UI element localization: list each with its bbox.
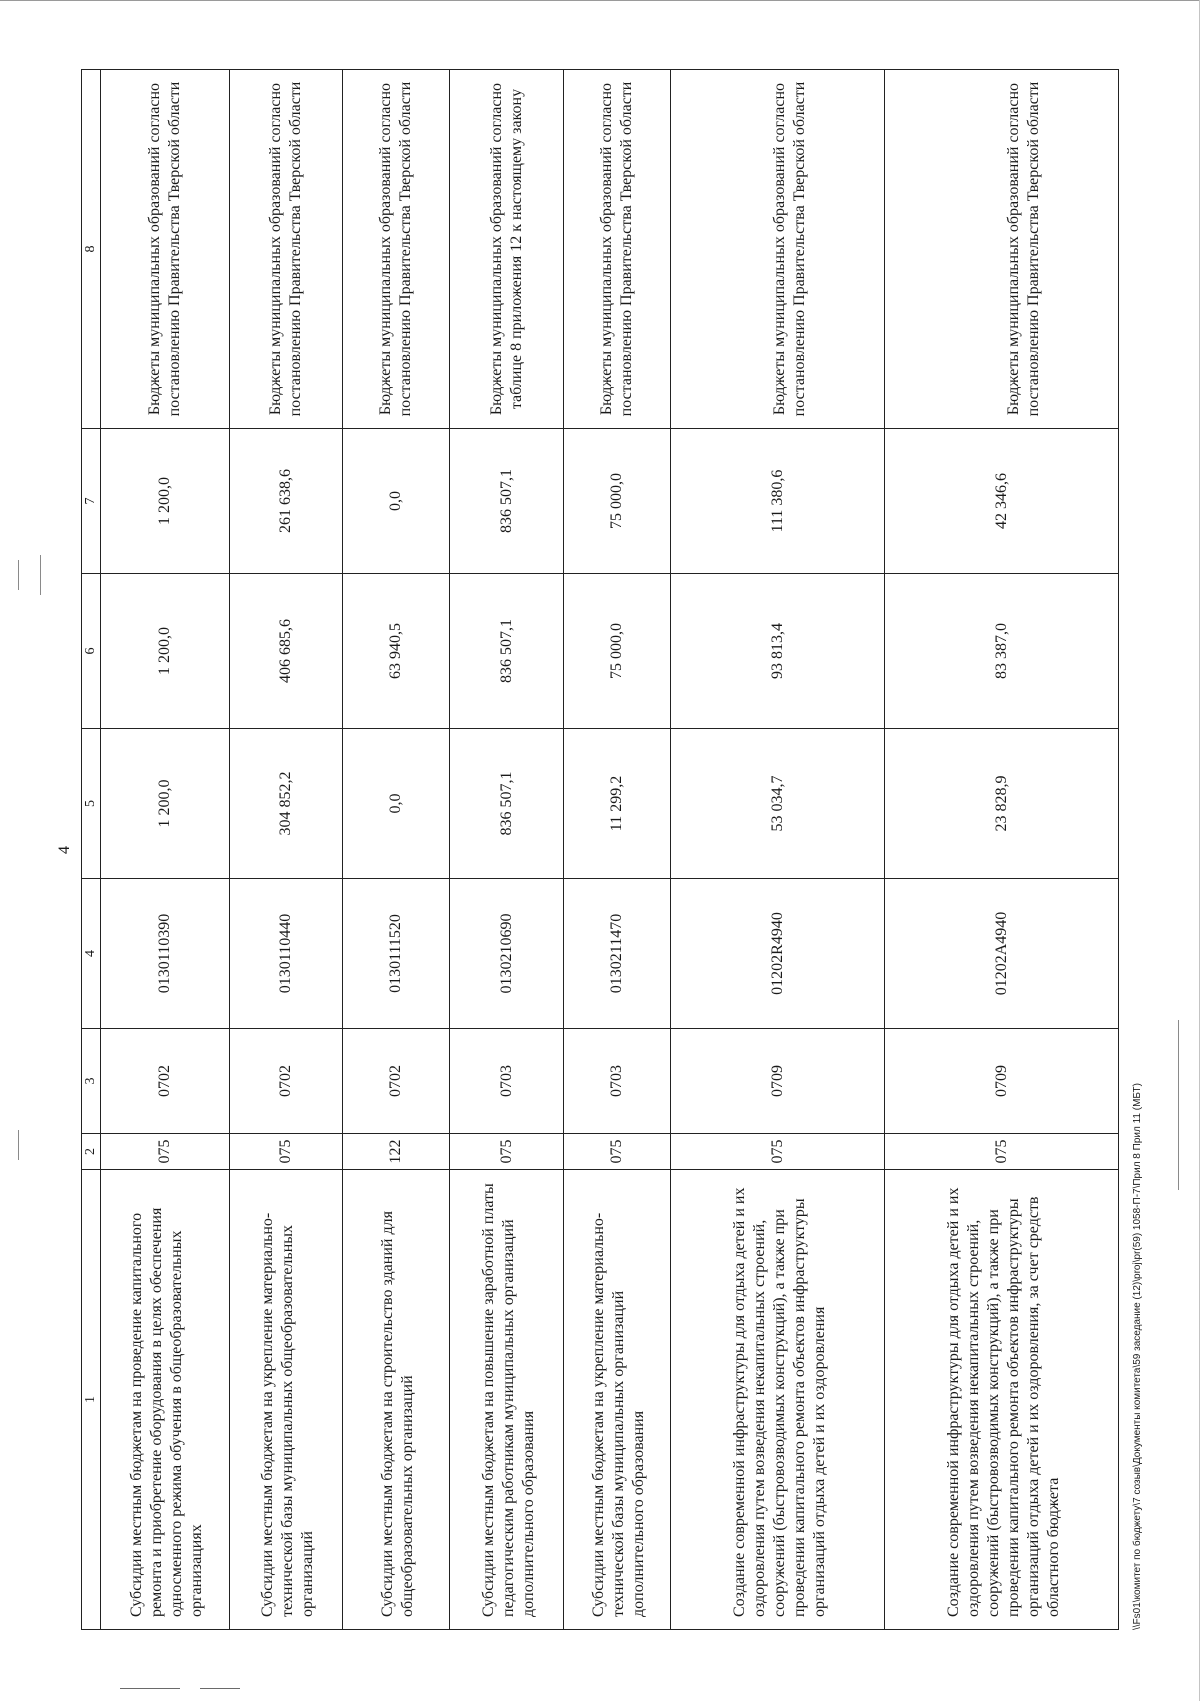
admin-code: 075 [671,1134,885,1170]
target-code: 0130110390 [101,879,230,1029]
admin-code: 075 [229,1134,343,1170]
subsidy-name: Создание современной инфраструктуры для отдыха детей и их оздоровления путем возведения некапитальных строений, сооружений (быстровозводимых конструкций), а также при проведении капитального ремонта объектов инфраструктуры организаций отдыха детей и их оздоровления, за счет средств областного бюджета [885,1170,1119,1630]
table-row [229,70,343,1630]
subsidy-name: Субсидии местным бюджетам на проведение капитального ремонта и приобретение оборудования в целях обеспечения односменного режима обучения в общеобразовательных организациях [101,1170,230,1630]
funding-source: Бюджеты муниципальных образований согласно постановлению Правительства Тверской области [885,70,1119,429]
amount-col5: 11 299,2 [563,729,670,879]
page-number: 4 [56,846,73,854]
admin-code: 075 [101,1134,230,1170]
admin-code: 075 [885,1134,1119,1170]
table-row [671,70,885,1630]
section-code: 0709 [671,1029,885,1134]
column-header: 6 [82,574,101,729]
funding-source: Бюджеты муниципальных образований согласно постановлению Правительства Тверской области [343,70,450,429]
amount-col6: 93 813,4 [671,574,885,729]
table-row [885,70,1119,1630]
subsidy-name: Субсидии местным бюджетам на укрепление материально-технической базы муниципальных организаций дополнительного образования [563,1170,670,1630]
section-code: 0702 [101,1029,230,1134]
amount-col7: 0,0 [343,429,450,574]
amount-col7: 1 200,0 [101,429,230,574]
subsidy-name: Субсидии местным бюджетам на строительство зданий для общеобразовательных организаций [343,1170,450,1630]
column-header: 3 [82,1029,101,1134]
table-row [563,70,670,1630]
amount-col6: 836 507,1 [450,574,564,729]
section-code: 0703 [563,1029,670,1134]
amount-col7: 261 638,6 [229,429,343,574]
amount-col6: 406 685,6 [229,574,343,729]
amount-col5: 0,0 [343,729,450,879]
column-header: 8 [82,70,101,429]
admin-code: 075 [450,1134,564,1170]
target-code: 0130111520 [343,879,450,1029]
file-path-footer: \\Fs01\комитет по бюджету\7 созыв\Документы комитета\59 заседание (12)\proj\pr(59) 1058-П-7\Прил 8 Прил 11 (МБТ) [1132,1083,1143,1630]
amount-col5: 304 852,2 [229,729,343,879]
column-header: 7 [82,429,101,574]
amount-col7: 111 380,6 [671,429,885,574]
subsidy-name: Субсидии местным бюджетам на повышение заработной платы педагогическим работникам муниципальных организаций дополнительного образования [450,1170,564,1630]
amount-col5: 53 034,7 [671,729,885,879]
section-code: 0703 [450,1029,564,1134]
scan-rule [120,1688,180,1689]
amount-col6: 63 940,5 [343,574,450,729]
column-header: 1 [82,1170,101,1630]
funding-source: Бюджеты муниципальных образований согласно постановлению Правительства Тверской области [101,70,230,429]
amount-col7: 75 000,0 [563,429,670,574]
amount-col7: 836 507,1 [450,429,564,574]
budget-table [81,69,1119,1630]
scan-rule [200,1688,240,1689]
scan-mark [40,555,41,595]
target-code: 0130210690 [450,879,564,1029]
section-code: 0702 [343,1029,450,1134]
amount-col6: 75 000,0 [563,574,670,729]
section-code: 0702 [229,1029,343,1134]
scan-mark [18,1130,19,1160]
amount-col7: 42 346,6 [885,429,1119,574]
table-row [343,70,450,1630]
section-code: 0709 [885,1029,1119,1134]
funding-source: Бюджеты муниципальных образований согласно постановлению Правительства Тверской области [229,70,343,429]
amount-col6: 83 387,0 [885,574,1119,729]
column-header: 5 [82,729,101,879]
table-row [101,70,230,1630]
amount-col6: 1 200,0 [101,574,230,729]
header-row [82,70,101,1630]
target-code: 0130110440 [229,879,343,1029]
amount-col5: 1 200,0 [101,729,230,879]
scan-mark [18,560,19,590]
subsidy-name: Создание современной инфраструктуры для отдыха детей и их оздоровления путем возведения некапитальных строений, сооружений (быстровозводимых конструкций), а также при проведении капитального ремонта объектов инфраструктуры организаций отдыха детей и их оздоровления [671,1170,885,1630]
target-code: 01202R4940 [671,879,885,1029]
funding-source: Бюджеты муниципальных образований согласно таблице 8 приложения 12 к настоящему закону [450,70,564,429]
funding-source: Бюджеты муниципальных образований согласно постановлению Правительства Тверской области [563,70,670,429]
scan-mark [1178,1020,1179,1190]
column-header: 4 [82,879,101,1029]
target-code: 0130211470 [563,879,670,1029]
table-row [450,70,564,1630]
funding-source: Бюджеты муниципальных образований согласно постановлению Правительства Тверской области [671,70,885,429]
scan-edge-top [0,0,1200,1]
rotated-page [55,70,1145,1630]
target-code: 01202A4940 [885,879,1119,1029]
amount-col5: 23 828,9 [885,729,1119,879]
admin-code: 075 [563,1134,670,1170]
subsidy-name: Субсидии местным бюджетам на укрепление материально-технической базы муниципальных общеобразовательных организаций [229,1170,343,1630]
column-header: 2 [82,1134,101,1170]
amount-col5: 836 507,1 [450,729,564,879]
admin-code: 122 [343,1134,450,1170]
